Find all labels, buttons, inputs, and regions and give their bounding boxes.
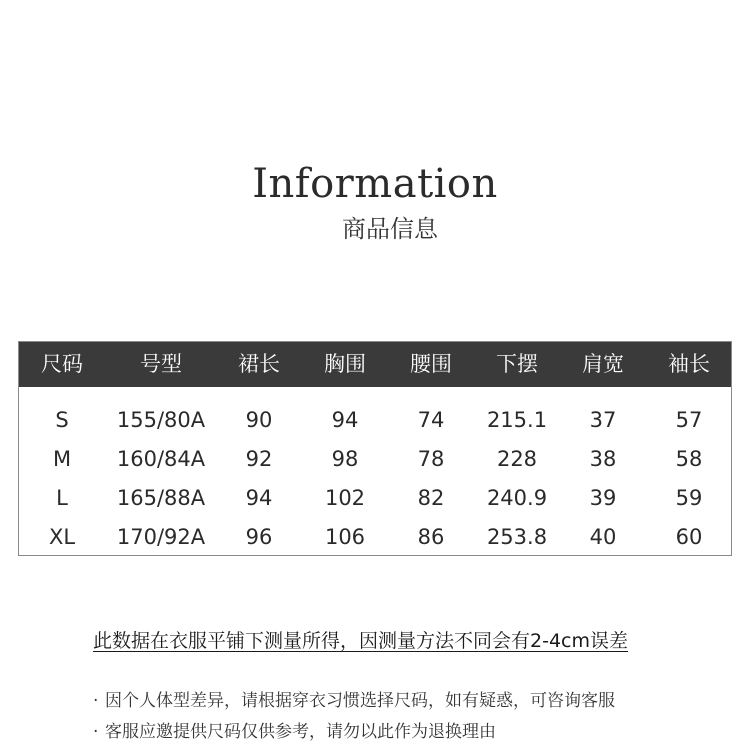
- table-row: [19, 518, 731, 557]
- table-cell: M: [52, 447, 72, 471]
- table-cell: 39: [589, 486, 617, 510]
- bullet-dot: ·: [93, 691, 99, 711]
- table-cell: 90: [245, 408, 273, 432]
- table-cell: 165/88A: [116, 486, 206, 510]
- title-cn: 商品信息: [342, 215, 438, 243]
- table-cell: 40: [589, 525, 617, 549]
- bullet-dot: ·: [93, 722, 99, 742]
- table-cell: 228: [496, 447, 538, 471]
- table-cell: 78: [417, 447, 445, 471]
- table-cell: 94: [331, 408, 359, 432]
- table-row: [19, 401, 731, 440]
- table-cell: 57: [675, 408, 703, 432]
- column-header-shoulder: 肩宽: [582, 352, 624, 376]
- table-cell: 58: [675, 447, 703, 471]
- note-text: 因个人体型差异，请根据穿衣习惯选择尺码，如有疑惑，可咨询客服: [105, 691, 615, 711]
- table-cell: 38: [589, 447, 617, 471]
- size-table: [18, 341, 732, 556]
- table-cell: 74: [417, 408, 445, 432]
- table-cell: 96: [245, 525, 273, 549]
- table-cell: 253.8: [486, 525, 548, 549]
- table-cell: 94: [245, 486, 273, 510]
- column-header-sleeve: 袖长: [668, 352, 710, 376]
- table-cell: 60: [675, 525, 703, 549]
- note-text: 客服应邀提供尺码仅供参考，请勿以此作为退换理由: [105, 722, 496, 742]
- table-header: [19, 342, 731, 387]
- table-cell: 102: [324, 486, 366, 510]
- table-cell: 215.1: [486, 408, 548, 432]
- column-header-hem: 下摆: [496, 352, 538, 376]
- table-row: [19, 479, 731, 518]
- table-cell: 170/92A: [116, 525, 206, 549]
- table-cell: 86: [417, 525, 445, 549]
- table-cell: 92: [245, 447, 273, 471]
- column-header-bust: 胸围: [324, 352, 366, 376]
- table-cell: 160/84A: [116, 447, 206, 471]
- note-item: [93, 720, 496, 744]
- column-header-model: 号型: [140, 352, 182, 376]
- table-cell: 240.9: [486, 486, 548, 510]
- column-header-waist: 腰围: [410, 352, 452, 376]
- table-cell: 59: [675, 486, 703, 510]
- note-item: [93, 689, 615, 713]
- table-cell: S: [55, 408, 69, 432]
- table-cell: XL: [48, 525, 76, 549]
- table-cell: 82: [417, 486, 445, 510]
- title-en: Information: [252, 161, 498, 207]
- table-cell: 37: [589, 408, 617, 432]
- table-row: [19, 440, 731, 479]
- table-cell: 98: [331, 447, 359, 471]
- column-header-size: 尺码: [41, 352, 83, 376]
- table-cell: 155/80A: [116, 408, 206, 432]
- measurement-note: 此数据在衣服平铺下测量所得，因测量方法不同会有2-4cm误差: [93, 630, 628, 652]
- table-cell: L: [56, 486, 68, 510]
- table-cell: 106: [324, 525, 366, 549]
- column-header-skirt-length: 裙长: [238, 352, 280, 376]
